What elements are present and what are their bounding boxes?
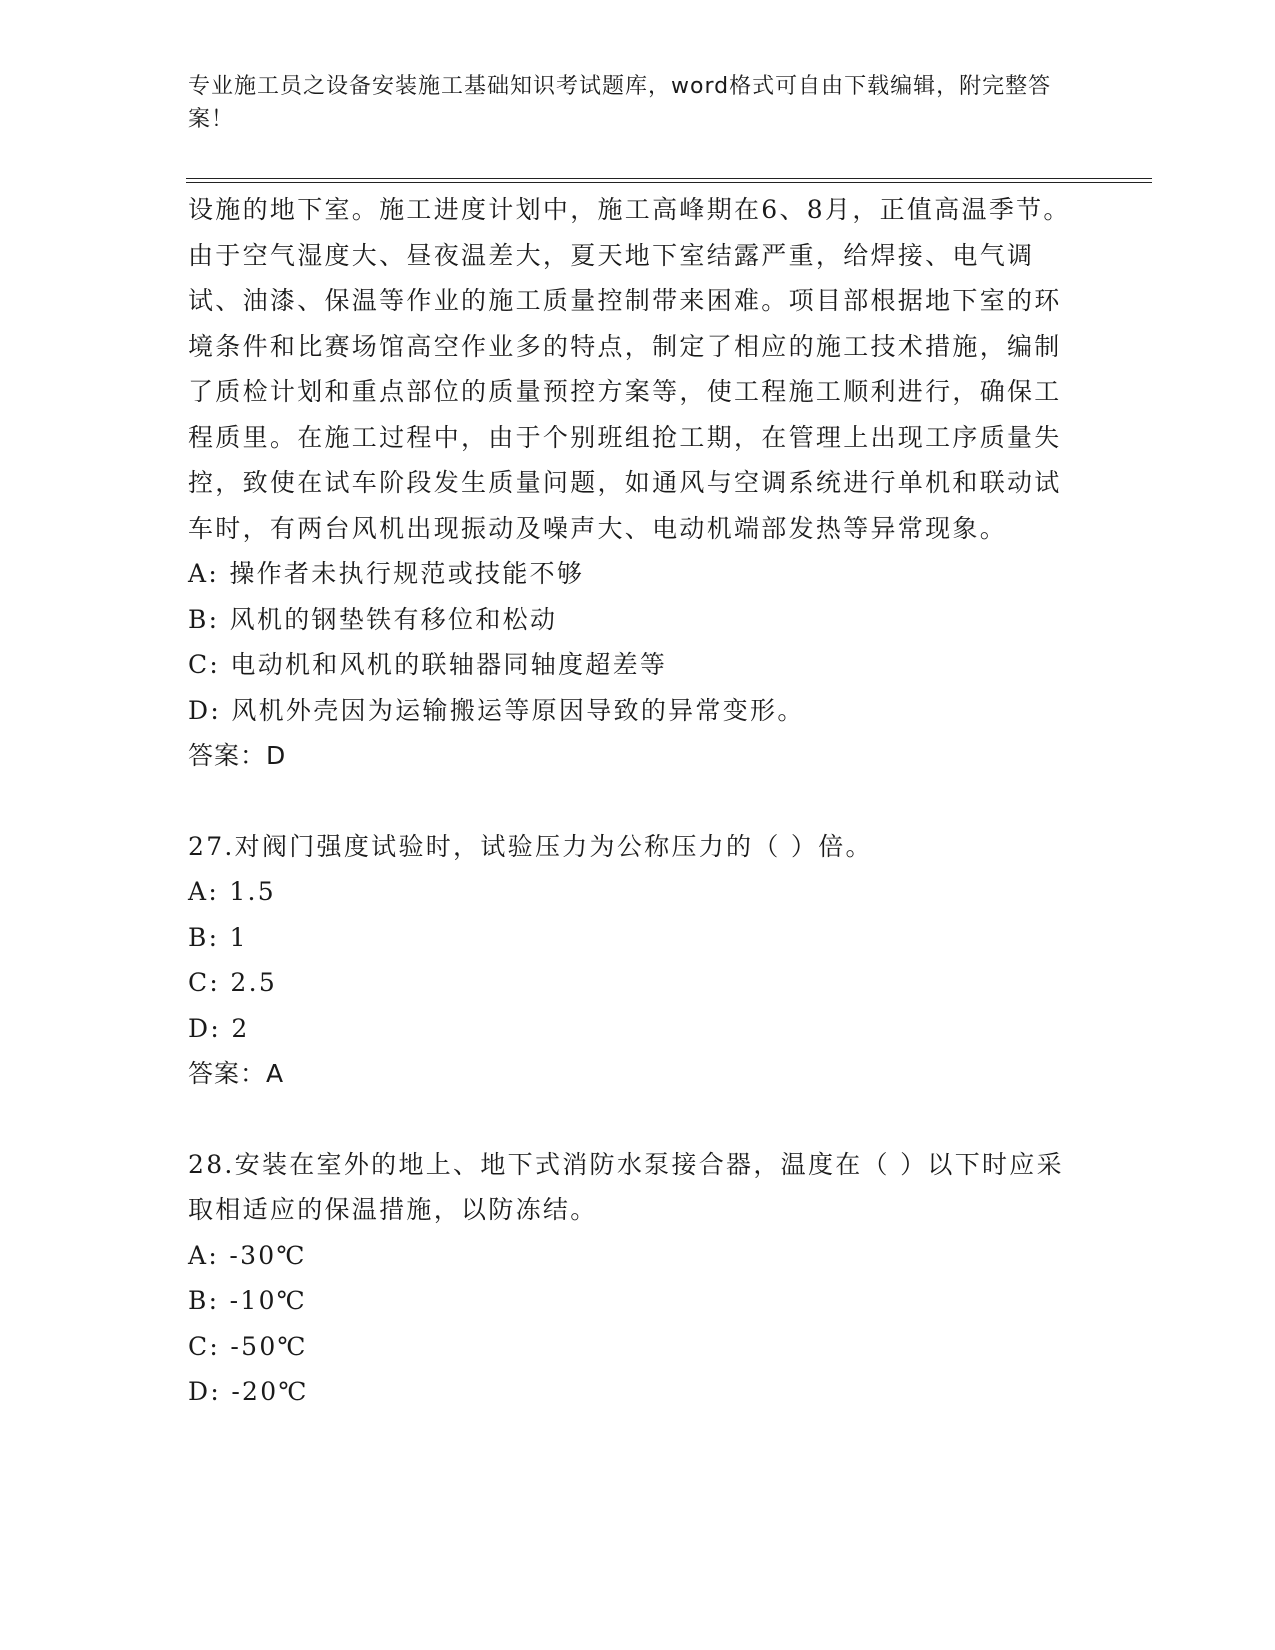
document-body [188,187,1088,1415]
spacer [188,779,1088,824]
question-stem: 28.安装在室外的地上、地下式消防水泵接合器，温度在（ ）以下时应采取相适应的保温措施，以防冻结。 [188,1149,1064,1224]
question-stem: 设施的地下室。施工进度计划中，施工高峰期在6、8月，正值高温季节。由于空气湿度大、昼夜温差大，夏天地下室结露严重，给焊接、电气调试、油漆、保温等作业的施工质量控制带来困难。项目部根据地下室的环境条件和比赛场馆高空作业多的特点，制定了相应的施工技术措施，编制了质检计划和重点部位的质量预控方案等，使工程施工顺利进行，确保工程质里。在施工过程中，由于个别班组抢工期，在管理上出现工序质量失控，致使在试车阶段发生质量问题，如通风与空调系统进行单机和联动试车时，有两台风机出现振动及噪声大、电动机端部发热等异常现象。 [188,195,1071,543]
option-d: D: 2 [188,1013,250,1043]
answer: 答案：A [188,1059,285,1088]
option-b: B: -10℃ [188,1286,308,1315]
answer: 答案：D [188,741,287,770]
option-a: A: 1.5 [188,877,276,906]
option-a: A: 操作者未执行规范或技能不够 [188,559,585,588]
page-header: 专业施工员之设备安装施工基础知识考试题库，word格式可自由下载编辑，附完整答案！ [188,74,1052,132]
option-c: C: -50℃ [188,1331,308,1361]
option-c: C: 电动机和风机的联轴器同轴度超差等 [188,650,668,679]
question-stem: 27.对阀门强度试验时，试验压力为公称压力的（ ）倍。 [188,831,873,861]
option-d: D: 风机外壳因为运输搬运等原因导致的异常变形。 [188,695,805,725]
header-divider-double [186,182,1152,183]
option-b: B: 1 [188,922,248,952]
option-c: C: 2.5 [188,968,278,997]
spacer [188,1097,1088,1142]
header-divider [186,178,1152,179]
option-b: B: 风机的钢垫铁有移位和松动 [188,604,558,634]
option-d: D: -20℃ [188,1377,309,1406]
option-a: A: -30℃ [188,1240,307,1270]
